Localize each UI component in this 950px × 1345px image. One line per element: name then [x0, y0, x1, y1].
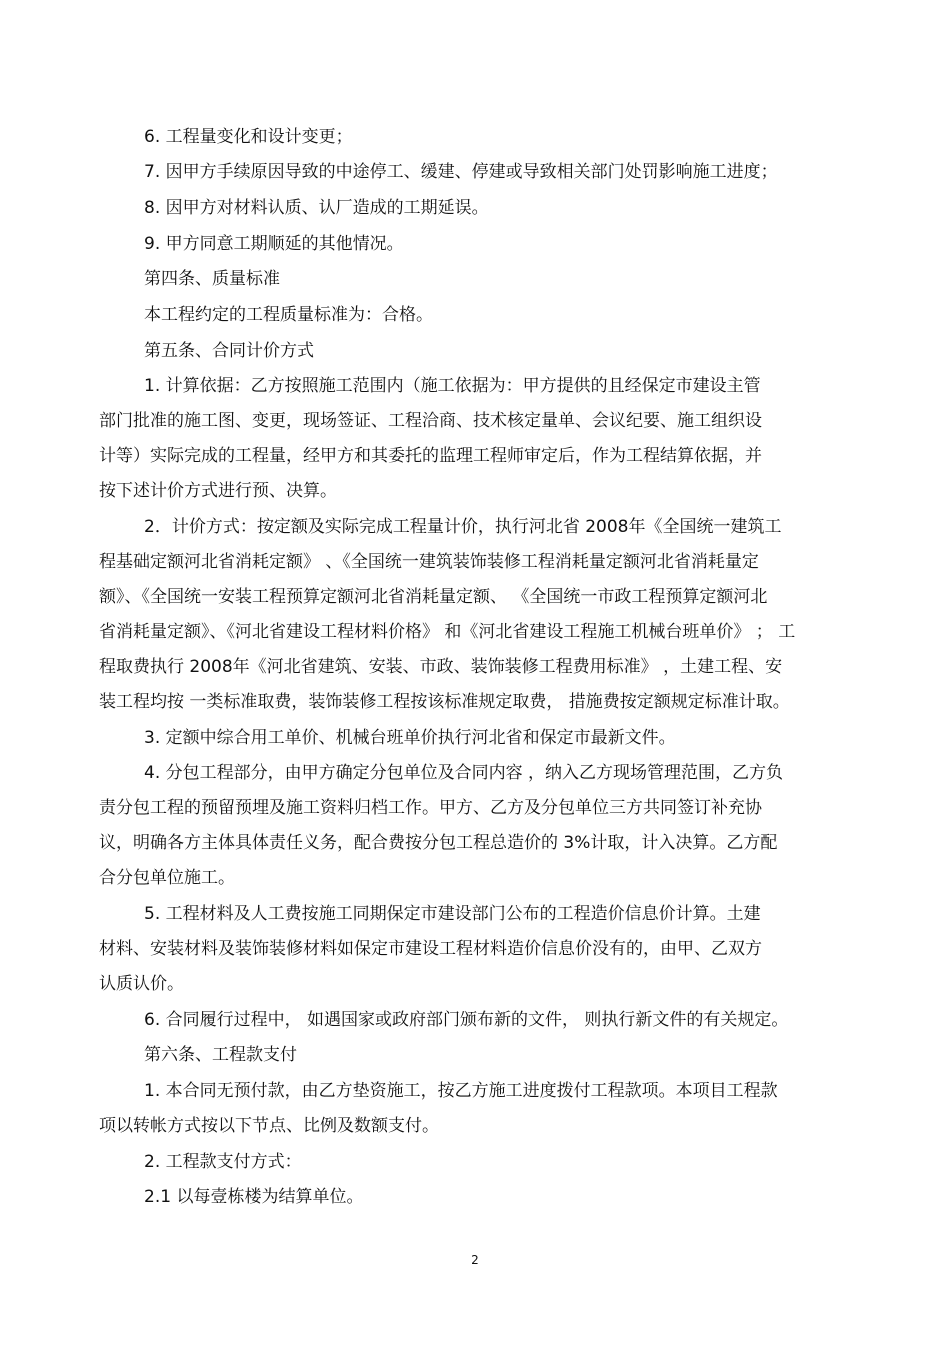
text-line: 程取费执行 2008年《河北省建筑、安装、市政、装饰装修工程费用标准》 ，土建工程、安	[99, 657, 783, 677]
text-line: 省消耗量定额》、《河北省建设工程材料价格》 和《河北省建设工程施工机械台班单价》 ； 工	[99, 622, 796, 642]
text-line: 责分包工程的预留预埋及施工资料归档工作。甲方、乙方及分包单位三方共同签订补充协	[99, 798, 762, 818]
text-line: 2.1 以每壹栋楼为结算单位。	[144, 1187, 364, 1207]
text-line: 项以转帐方式按以下节点、比例及数额支付。	[99, 1116, 439, 1136]
text-line: 6. 工程量变化和设计变更；	[144, 127, 353, 147]
text-line: 计等）实际完成的工程量，经甲方和其委托的监理工程师审定后，作为工程结算依据，并	[99, 446, 762, 466]
section-heading: 第四条、质量标准	[144, 269, 280, 289]
text-line: 4. 分包工程部分，由甲方确定分包单位及合同内容 ，纳入乙方现场管理范围，乙方负	[144, 763, 784, 783]
text-line: 6. 合同履行过程中， 如遇国家或政府部门颁布新的文件， 则执行新文件的有关规定。	[144, 1010, 789, 1030]
text-line: 部门批准的施工图、变更，现场签证、工程洽商、技术核定量单、会议纪要、施工组织设	[99, 411, 762, 431]
text-line: 议，明确各方主体具体责任义务，配合费按分包工程总造价的 3%计取，计入决算。乙方配	[99, 833, 778, 853]
text-line: 合分包单位施工。	[99, 868, 235, 888]
text-line: 9. 甲方同意工期顺延的其他情况。	[144, 234, 404, 254]
text-line: 1. 本合同无预付款，由乙方垫资施工，按乙方施工进度拨付工程款项。本项目工程款	[144, 1081, 778, 1101]
section-heading: 第六条、工程款支付	[144, 1045, 297, 1065]
text-line: 2．计价方式：按定额及实际完成工程量计价，执行河北省 2008年《全国统一建筑工	[144, 517, 782, 537]
page-number: 2	[471, 1253, 479, 1267]
text-line: 5. 工程材料及人工费按施工同期保定市建设部门公布的工程造价信息价计算。土建	[144, 904, 761, 924]
text-line: 认质认价。	[99, 974, 184, 994]
text-line: 装工程均按 一类标准取费，装饰装修工程按该标准规定取费， 措施费按定额规定标准计取。	[99, 692, 790, 712]
text-line: 8. 因甲方对材料认质、认厂造成的工期延误。	[144, 198, 489, 218]
text-line: 1. 计算依据：乙方按照施工范围内（施工依据为：甲方提供的且经保定市建设主管	[144, 376, 761, 396]
text-line: 本工程约定的工程质量标准为：合格。	[144, 305, 433, 325]
text-line: 材料、安装材料及装饰装修材料如保定市建设工程材料造价信息价没有的，由甲、乙双方	[99, 939, 762, 959]
text-line: 额》、《全国统一安装工程预算定额河北省消耗量定额、 《全国统一市政工程预算定额河北	[99, 587, 768, 607]
section-heading: 第五条、合同计价方式	[144, 341, 314, 361]
text-line: 2. 工程款支付方式：	[144, 1152, 302, 1172]
text-line: 程基础定额河北省消耗定额》 、《全国统一建筑装饰装修工程消耗量定额河北省消耗量定	[99, 552, 759, 572]
text-line: 3. 定额中综合用工单价、机械台班单价执行河北省和保定市最新文件。	[144, 728, 676, 748]
text-line: 按下述计价方式进行预、决算。	[99, 481, 337, 501]
text-line: 7. 因甲方手续原因导致的中途停工、缓建、停建或导致相关部门处罚影响施工进度；	[144, 162, 778, 182]
